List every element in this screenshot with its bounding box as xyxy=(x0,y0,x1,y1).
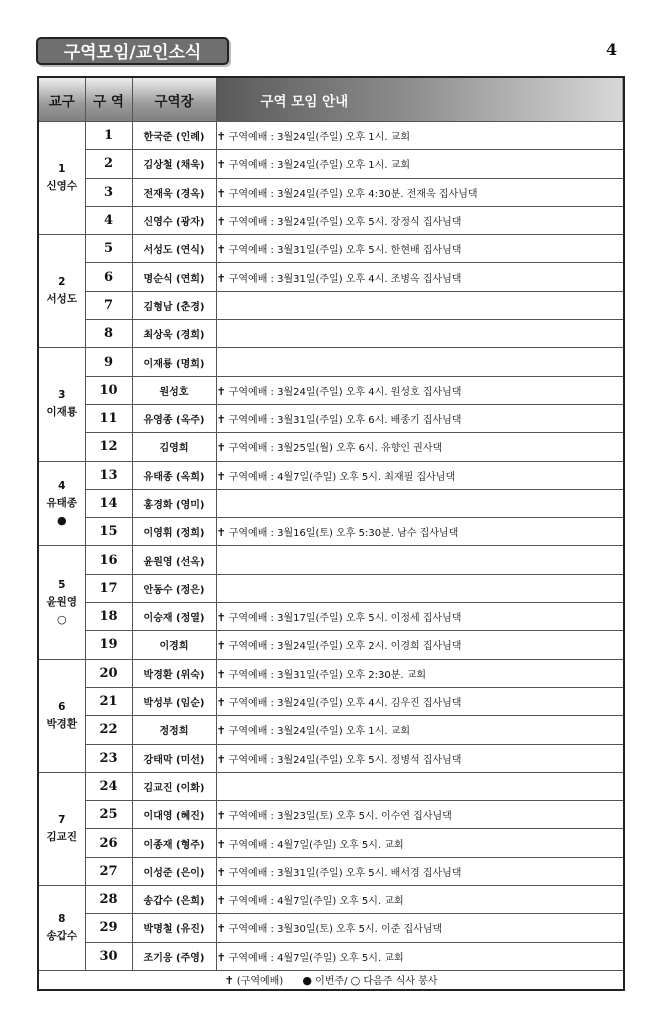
legend-cross-text: (구역예배) xyxy=(236,976,284,988)
meeting-info-cell xyxy=(216,263,624,291)
meeting-info-cell xyxy=(216,235,624,263)
meeting-info: 구역예배 : 4월7일(주일) 오후 5시. 교회 xyxy=(228,952,404,964)
table-row xyxy=(38,291,624,319)
zone-number: 2 xyxy=(85,150,132,178)
zone-leader: 명순식 (연희) xyxy=(132,263,216,291)
meeting-info: 구역예배 : 3월24일(주일) 오후 4:30분. 전재욱 집사님댁 xyxy=(228,188,478,200)
district-cell xyxy=(38,659,85,772)
meeting-info-cell xyxy=(216,829,624,857)
zone-number: 14 xyxy=(85,489,132,517)
meeting-info: 구역예배 : 3월17일(주일) 오후 5시. 이정세 집사님댁 xyxy=(228,613,462,625)
cross-icon: ✝ xyxy=(216,667,226,681)
zone-number: 27 xyxy=(85,857,132,885)
table-row xyxy=(38,744,624,772)
meeting-info: 구역예배 : 3월24일(주일) 오후 1시. 교회 xyxy=(228,726,410,738)
roster-body xyxy=(38,122,624,971)
meeting-info: 구역예배 : 3월31일(주일) 오후 4시. 조병옥 집사님댁 xyxy=(228,273,462,285)
meeting-info-cell xyxy=(216,716,624,744)
filled-circle-icon: ● xyxy=(56,514,67,527)
zone-leader: 전재욱 (경옥) xyxy=(132,178,216,206)
zone-number: 23 xyxy=(85,744,132,772)
cross-icon: ✝ xyxy=(216,186,226,200)
zone-number: 18 xyxy=(85,603,132,631)
cross-icon: ✝ xyxy=(216,243,226,257)
zone-leader: 박성부 (임순) xyxy=(132,687,216,715)
zone-leader: 강태막 (미선) xyxy=(132,744,216,772)
table-row xyxy=(38,122,624,150)
meeting-info-cell xyxy=(216,546,624,574)
zone-leader: 이성준 (은이) xyxy=(132,857,216,885)
zone-leader: 안동수 (정은) xyxy=(132,574,216,602)
district-cell xyxy=(38,122,85,235)
zone-leader: 이경희 xyxy=(132,631,216,659)
filled-circle-icon: ● xyxy=(302,974,312,988)
meeting-info-cell xyxy=(216,801,624,829)
meeting-info: 구역예배 : 3월24일(주일) 오후 2시. 이경희 집사님댁 xyxy=(228,641,462,653)
cross-icon: ✝ xyxy=(216,130,226,144)
cross-icon: ✝ xyxy=(216,950,226,964)
district-number: 3 xyxy=(58,389,66,402)
cross-icon: ✝ xyxy=(216,526,226,540)
cross-icon: ✝ xyxy=(216,894,226,908)
zone-number: 20 xyxy=(85,659,132,687)
cross-icon: ✝ xyxy=(216,639,226,653)
zone-leader: 유영종 (옥주) xyxy=(132,404,216,432)
zone-leader: 이영휘 (정희) xyxy=(132,518,216,546)
meeting-info-cell xyxy=(216,433,624,461)
district-pastor: 이재룡 xyxy=(46,406,77,419)
district-number: 5 xyxy=(58,579,66,592)
cross-icon: ✝ xyxy=(224,974,234,988)
table-row xyxy=(38,433,624,461)
cross-icon: ✝ xyxy=(216,384,226,398)
zone-number: 5 xyxy=(85,235,132,263)
zone-leader: 김상철 (채욱) xyxy=(132,150,216,178)
zone-leader: 박경환 (위숙) xyxy=(132,659,216,687)
meeting-info: 구역예배 : 3월24일(주일) 오후 4시. 김우진 집사님댁 xyxy=(228,698,462,710)
zone-leader: 윤원영 (선옥) xyxy=(132,546,216,574)
meeting-info: 구역예배 : 3월16일(토) 오후 5:30분. 남수 집사님댁 xyxy=(228,528,459,540)
table-row xyxy=(38,404,624,432)
meeting-info: 구역예배 : 3월24일(주일) 오후 5시. 장정식 집사님댁 xyxy=(228,217,462,229)
meeting-info: 구역예배 : 3월30일(토) 오후 5시. 이준 집사님댁 xyxy=(228,924,443,936)
cross-icon: ✝ xyxy=(216,469,226,483)
legend-filled-text: 이번주/ xyxy=(315,976,348,988)
meeting-info-cell xyxy=(216,489,624,517)
table-row xyxy=(38,914,624,942)
zone-number: 10 xyxy=(85,376,132,404)
meeting-info-cell xyxy=(216,150,624,178)
table-row xyxy=(38,348,624,376)
zone-number: 1 xyxy=(85,122,132,150)
table-row xyxy=(38,489,624,517)
zone-number: 25 xyxy=(85,801,132,829)
legend-hollow-text: 다음주 식사 봉사 xyxy=(363,976,438,988)
column-header-zone: 구 역 xyxy=(85,77,132,122)
cross-icon: ✝ xyxy=(216,271,226,285)
zone-number: 21 xyxy=(85,687,132,715)
table-row xyxy=(38,235,624,263)
meeting-info-cell xyxy=(216,404,624,432)
hollow-circle-icon: ○ xyxy=(350,974,361,988)
meeting-info-cell xyxy=(216,291,624,319)
zone-number: 24 xyxy=(85,772,132,800)
table-row xyxy=(38,178,624,206)
cross-icon: ✝ xyxy=(216,215,226,229)
zone-number: 6 xyxy=(85,263,132,291)
meeting-info: 구역예배 : 4월7일(주일) 오후 5시. 교회 xyxy=(228,896,404,908)
cross-icon: ✝ xyxy=(216,441,226,455)
zone-leader: 정정희 xyxy=(132,716,216,744)
zone-leader: 이종재 (형주) xyxy=(132,829,216,857)
zone-leader: 송갑수 (은희) xyxy=(132,886,216,914)
table-row xyxy=(38,206,624,234)
zone-number: 8 xyxy=(85,320,132,348)
zone-leader: 김형남 (춘경) xyxy=(132,291,216,319)
meeting-info: 구역예배 : 3월31일(주일) 오후 5시. 배서경 집사님댁 xyxy=(228,867,462,879)
meeting-info: 구역예배 : 3월24일(주일) 오후 5시. 정병석 집사님댁 xyxy=(228,754,462,766)
zone-leader: 김교진 (이화) xyxy=(132,772,216,800)
zone-leader: 홍경화 (영미) xyxy=(132,489,216,517)
zone-number: 16 xyxy=(85,546,132,574)
meeting-info-cell xyxy=(216,206,624,234)
district-cell xyxy=(38,235,85,348)
district-pastor: 유태종 xyxy=(46,497,77,509)
zone-leader: 한국준 (인례) xyxy=(132,122,216,150)
meeting-info: 구역예배 : 4월7일(주일) 오후 5시. 최재필 집사님댁 xyxy=(228,471,456,483)
meeting-info-cell xyxy=(216,348,624,376)
meeting-info-cell xyxy=(216,574,624,602)
district-number: 4 xyxy=(58,480,66,492)
zone-leader: 원성호 xyxy=(132,376,216,404)
meeting-info-cell xyxy=(216,914,624,942)
district-number: 2 xyxy=(58,276,66,289)
district-pastor: 윤원영 xyxy=(46,596,77,609)
cross-icon: ✝ xyxy=(216,809,226,823)
district-number: 7 xyxy=(58,813,66,826)
cross-icon: ✝ xyxy=(216,724,226,738)
zone-number: 12 xyxy=(85,433,132,461)
table-row xyxy=(38,546,624,574)
zone-leader: 이승재 (정열) xyxy=(132,603,216,631)
zone-number: 3 xyxy=(85,178,132,206)
table-row xyxy=(38,631,624,659)
table-row xyxy=(38,150,624,178)
column-header-leader: 구역장 xyxy=(132,77,216,122)
meeting-info-cell xyxy=(216,518,624,546)
hollow-circle-icon: ○ xyxy=(56,613,67,627)
meeting-info-cell xyxy=(216,122,624,150)
zone-leader: 박명철 (유진) xyxy=(132,914,216,942)
district-pastor: 서성도 xyxy=(46,293,77,306)
meeting-info: 구역예배 : 3월23일(토) 오후 5시. 이수연 집사님댁 xyxy=(228,811,452,823)
meeting-info-cell xyxy=(216,631,624,659)
table-header-row xyxy=(38,77,624,122)
district-number: 6 xyxy=(58,700,66,713)
table-row xyxy=(38,772,624,800)
zone-number: 13 xyxy=(85,461,132,489)
cross-icon: ✝ xyxy=(216,922,226,936)
zone-leader: 최상욱 (경희) xyxy=(132,320,216,348)
meeting-info: 구역예배 : 3월24일(주일) 오후 1시. 교회 xyxy=(228,132,410,144)
table-row xyxy=(38,461,624,489)
meeting-info-cell xyxy=(216,942,624,970)
district-cell xyxy=(38,461,85,546)
table-row xyxy=(38,320,624,348)
meeting-info-cell xyxy=(216,687,624,715)
meeting-info: 구역예배 : 3월24일(주일) 오후 4시. 원성호 집사님댁 xyxy=(228,386,462,398)
meeting-info-cell xyxy=(216,178,624,206)
column-header-meeting-notice: 구역 모임 안내 xyxy=(216,77,624,122)
meeting-info-cell xyxy=(216,857,624,885)
meeting-info: 구역예배 : 3월25일(월) 오후 6시. 유향인 권사댁 xyxy=(228,443,443,455)
table-row xyxy=(38,659,624,687)
zone-number: 7 xyxy=(85,291,132,319)
cross-icon: ✝ xyxy=(216,752,226,766)
district-cell xyxy=(38,886,85,971)
table-row xyxy=(38,716,624,744)
zone-number: 9 xyxy=(85,348,132,376)
table-row xyxy=(38,857,624,885)
zone-leader: 이대영 (혜진) xyxy=(132,801,216,829)
table-row xyxy=(38,687,624,715)
cross-icon: ✝ xyxy=(216,611,226,625)
page-number: 4 xyxy=(606,40,618,59)
meeting-info: 구역예배 : 3월31일(주일) 오후 6시. 배종기 집사님댁 xyxy=(228,415,462,427)
cross-icon: ✝ xyxy=(216,696,226,710)
zone-number: 22 xyxy=(85,716,132,744)
district-pastor: 신영수 xyxy=(46,180,77,193)
meeting-info-cell xyxy=(216,320,624,348)
table-row xyxy=(38,603,624,631)
zone-leader: 이재룡 (명희) xyxy=(132,348,216,376)
meeting-info: 구역예배 : 3월24일(주일) 오후 1시. 교회 xyxy=(228,160,410,172)
zone-leader: 서성도 (연식) xyxy=(132,235,216,263)
meeting-info-cell xyxy=(216,886,624,914)
zone-number: 28 xyxy=(85,886,132,914)
table-row xyxy=(38,829,624,857)
zone-leader: 신영수 (광자) xyxy=(132,206,216,234)
table-row xyxy=(38,942,624,970)
meeting-info-cell xyxy=(216,744,624,772)
zone-number: 30 xyxy=(85,942,132,970)
meeting-info-cell xyxy=(216,603,624,631)
meeting-info: 구역예배 : 4월7일(주일) 오후 5시. 교회 xyxy=(228,839,404,851)
column-header-district: 교구 xyxy=(38,77,85,122)
district-number: 1 xyxy=(58,163,66,176)
zone-number: 19 xyxy=(85,631,132,659)
zone-number: 17 xyxy=(85,574,132,602)
section-title: 구역모임/교인소식 xyxy=(36,37,229,65)
district-number: 8 xyxy=(58,912,66,925)
meeting-info: 구역예배 : 3월31일(주일) 오후 5시. 한현배 집사님댁 xyxy=(228,245,462,257)
meeting-info-cell xyxy=(216,461,624,489)
cross-icon: ✝ xyxy=(216,413,226,427)
table-row xyxy=(38,518,624,546)
table-row xyxy=(38,376,624,404)
cross-icon: ✝ xyxy=(216,837,226,851)
zone-number: 4 xyxy=(85,206,132,234)
district-roster-table xyxy=(37,76,625,991)
zone-number: 11 xyxy=(85,404,132,432)
zone-leader: 유태종 (옥희) xyxy=(132,461,216,489)
zone-leader: 조기응 (주영) xyxy=(132,942,216,970)
table-row xyxy=(38,263,624,291)
district-pastor: 송갑수 xyxy=(46,929,77,942)
meeting-info-cell xyxy=(216,376,624,404)
zone-leader: 김영희 xyxy=(132,433,216,461)
district-cell xyxy=(38,348,85,461)
meeting-info-cell xyxy=(216,659,624,687)
legend-row xyxy=(38,970,624,990)
table-row xyxy=(38,886,624,914)
legend xyxy=(38,970,624,990)
cross-icon: ✝ xyxy=(216,865,226,879)
district-pastor: 김교진 xyxy=(46,830,77,843)
district-cell xyxy=(38,546,85,659)
district-cell xyxy=(38,772,85,885)
meeting-info: 구역예배 : 3월31일(주일) 오후 2:30분. 교회 xyxy=(228,669,427,681)
table-row xyxy=(38,574,624,602)
meeting-info-cell xyxy=(216,772,624,800)
zone-number: 15 xyxy=(85,518,132,546)
zone-number: 29 xyxy=(85,914,132,942)
cross-icon: ✝ xyxy=(216,158,226,172)
district-pastor: 박경환 xyxy=(46,717,77,730)
table-row xyxy=(38,801,624,829)
zone-number: 26 xyxy=(85,829,132,857)
